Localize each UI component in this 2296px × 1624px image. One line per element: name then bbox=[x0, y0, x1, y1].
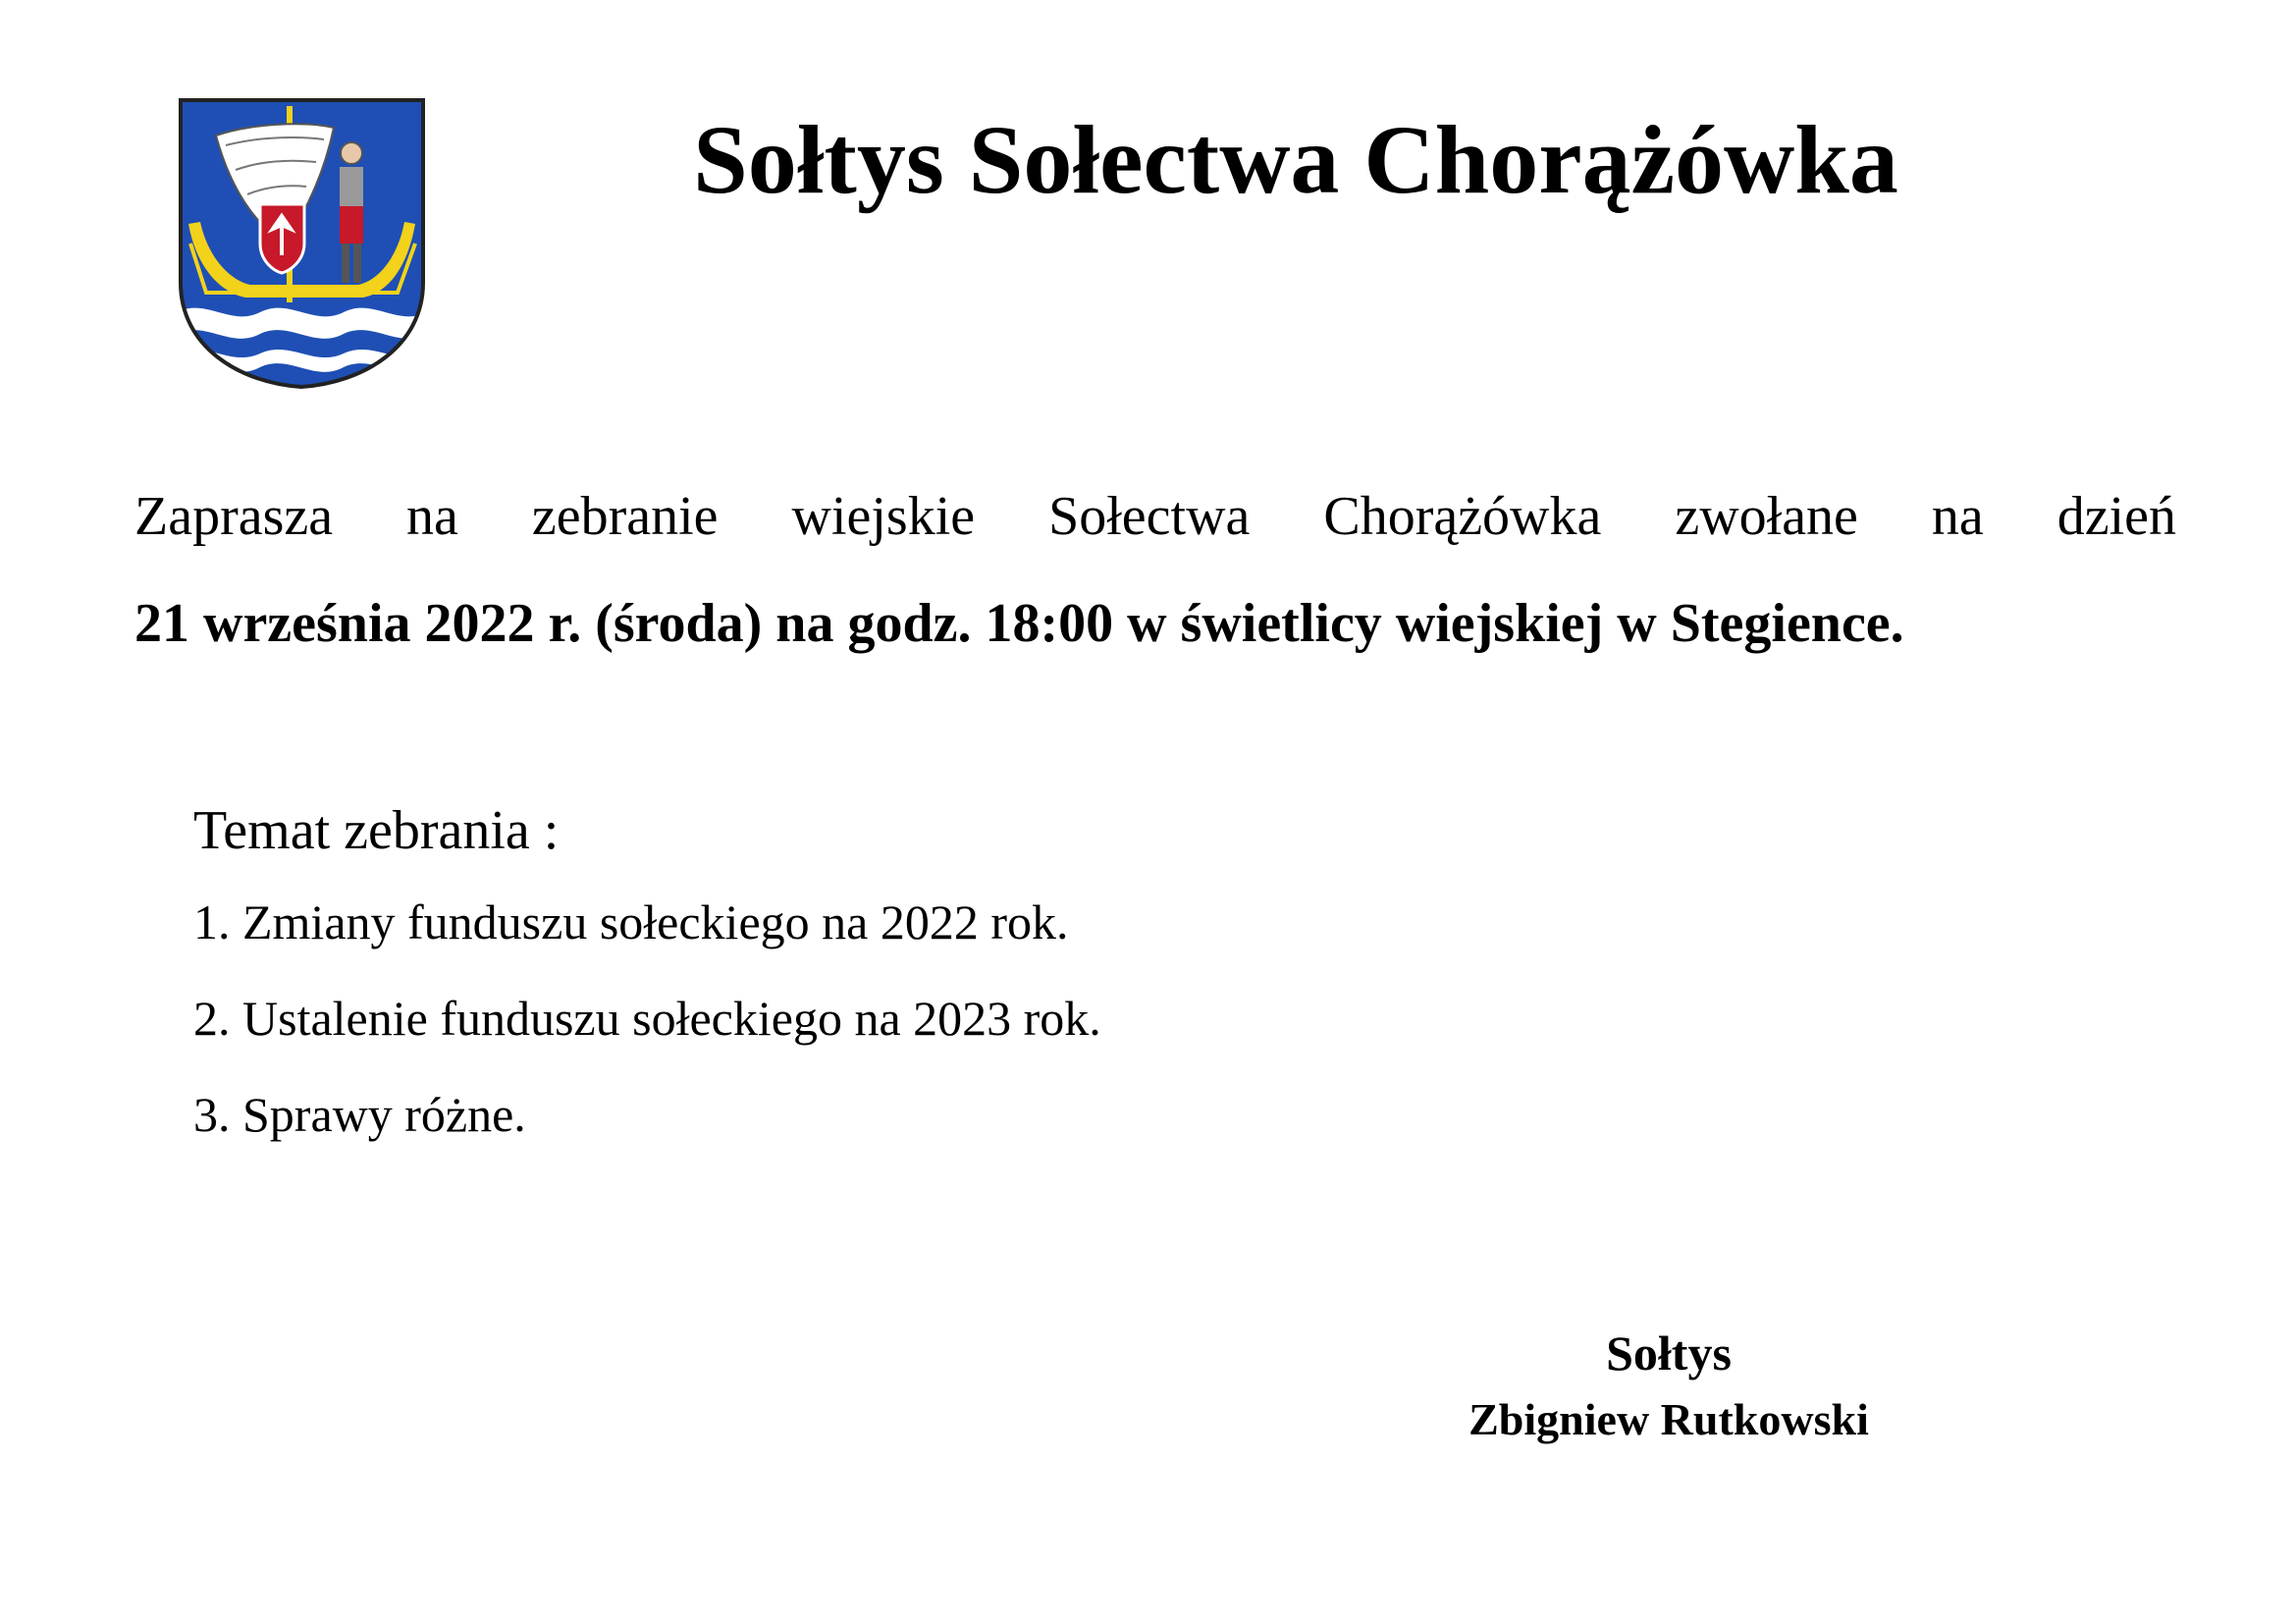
agenda-item: 2. Ustalenie funduszu sołeckiego na 2023 rok. bbox=[193, 991, 1101, 1046]
coat-of-arms-icon bbox=[177, 96, 427, 391]
agenda-heading: Temat zebrania : bbox=[193, 800, 560, 861]
meeting-details: 21 września 2022 r. (środa) na godz. 18:00 w świetlicy wiejskiej w Stegience. bbox=[134, 593, 1904, 654]
signature-role: Sołtys bbox=[1606, 1326, 1732, 1380]
document-title: Sołtys Sołectwa Chorążówka bbox=[693, 105, 1898, 214]
invitation-text: Zaprasza na zebranie wiejskie Sołectwa Chorążówka zwołane na dzień bbox=[134, 486, 2176, 547]
meeting-agenda bbox=[193, 797, 1568, 1179]
agenda-item: 1. Zmiany funduszu sołeckiego na 2022 rok. bbox=[193, 894, 1069, 949]
signature-name: Zbigniew Rutkowski bbox=[1468, 1394, 1869, 1444]
signature-block bbox=[1374, 1322, 1963, 1451]
agenda-item: 3. Sprawy różne. bbox=[193, 1087, 526, 1142]
